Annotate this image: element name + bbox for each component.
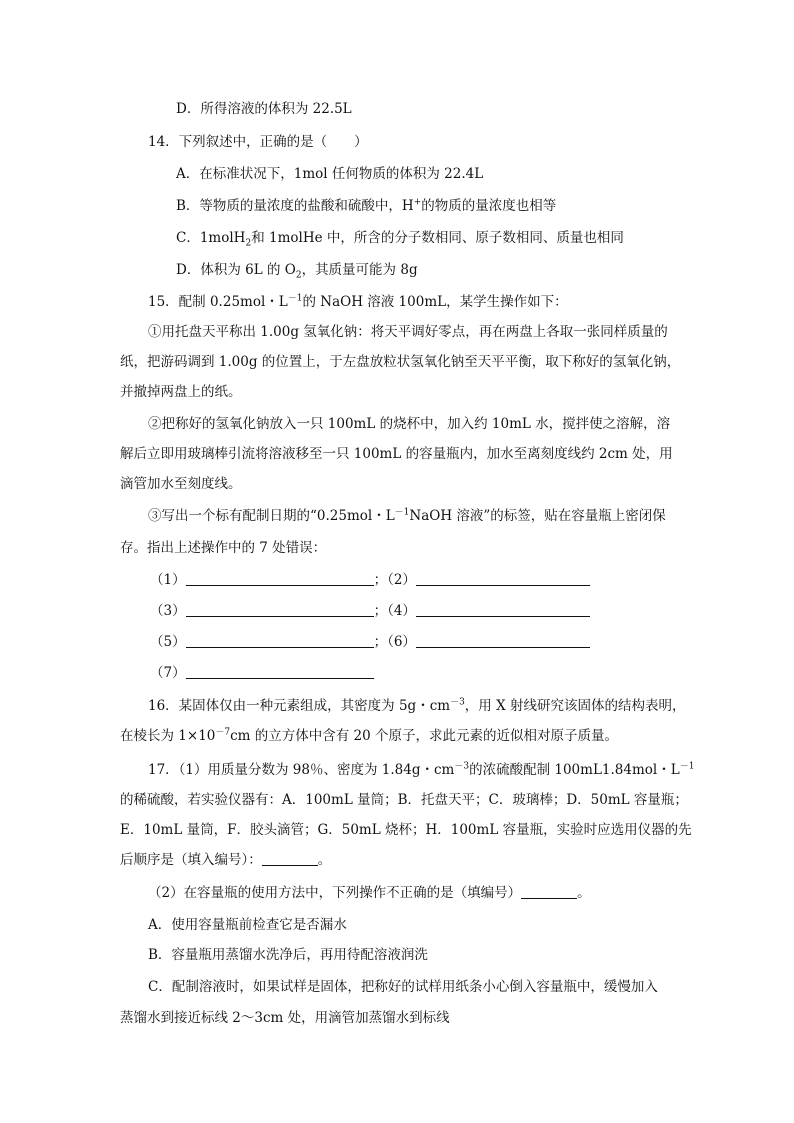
- q17-part2-end: 。: [577, 885, 591, 901]
- q15-step2-line3: 滴管加水至刻度线。: [120, 476, 242, 492]
- answer-blank-1[interactable]: [186, 571, 374, 586]
- q15-blank-row-3: [150, 633, 590, 651]
- q17-option-a: A．使用容量瓶前检查它是否漏水: [148, 917, 347, 933]
- q16-text: 16．某固体仅由一种元素组成，其密度为 5g・cm: [148, 698, 451, 714]
- q14-stem: 14．下列叙述中，正确的是（ ）: [148, 134, 368, 150]
- q14-b-text-end: 的物质的量浓度也相等: [421, 198, 557, 214]
- q17-text: 17．（1）用质量分数为 98％、密度为 1.84g・cm: [148, 762, 455, 778]
- q14-c-text-end: 和 1molHe 中，所含的分子数相同、原子数相同、质量也相同: [251, 230, 624, 246]
- q16-text-end: ，用 X 射线研究该固体的结构表明，: [464, 698, 686, 714]
- q15-step1-line1: ①用托盘天平称出 1.00g 氢氧化钠：将天平调好零点，再在两盘上各取一张同样质量的: [148, 324, 668, 340]
- q14-d-text: D．体积为 6L 的 O: [176, 262, 296, 278]
- q15-stem-sup: －1: [287, 293, 303, 304]
- q17-answer-blank-2[interactable]: [521, 884, 577, 899]
- q15-step2-line1: ②把称好的氢氧化钠放入一只 100mL 的烧杯中，加入约 10mL 水，搅拌使之溶解，溶: [148, 416, 671, 432]
- q17-part2-text: （2）在容量瓶的使用方法中，下列操作不正确的是（填编号）: [148, 885, 522, 901]
- q17-line1: [148, 761, 694, 779]
- q15-step2-line2: 解后立即用玻璃棒引流将溶液移至一只 100mL 的容量瓶内，加水至离刻度线约 2cm 处，用: [120, 446, 673, 462]
- answer-blank-7[interactable]: [186, 664, 374, 679]
- answer-blank-6[interactable]: [416, 633, 590, 648]
- blank-separator: ；: [373, 603, 388, 619]
- blank-label-4: （4）: [387, 603, 416, 619]
- q15-stem-text: 15．配制 0.25mol・L: [148, 294, 288, 310]
- blank-label-6: （6）: [387, 634, 416, 650]
- q14-b-text: B．等物质的量浓度的盐酸和硫酸中，H: [176, 198, 414, 214]
- q16-text-2-end: cm 的立方体中含有 20 个原子，求此元素的近似相对原子质量。: [230, 728, 619, 744]
- q15-step3-line1: [148, 507, 666, 525]
- q15-stem: [148, 293, 568, 311]
- q14-option-a: A．在标准状况下，1mol 任何物质的体积为 22.4L: [176, 166, 484, 182]
- q17-option-b: B．容量瓶用蒸馏水洗净后，再用待配溶液润洗: [148, 947, 428, 963]
- q14-d-text-end: ，其质量可能为 8g: [301, 262, 418, 278]
- q15-blank-row-1: [150, 571, 590, 589]
- q17-line3: E．10mL 量筒，F．胶头滴管；G．50mL 烧杯；H．100mL 容量瓶，实验时应选用仪器的先: [120, 822, 692, 838]
- q15-stem-text-end: 的 NaOH 溶液 100mL，某学生操作如下：: [302, 294, 568, 310]
- q17-line4-text: 后顺序是（填入编号）：: [120, 852, 262, 868]
- blank-label-1: （1）: [150, 572, 186, 588]
- blank-label-3: （3）: [150, 603, 186, 619]
- q17-option-c-line2: 蒸馏水到接近标线 2～3cm 处，用滴管加蒸馏水到标线: [120, 1010, 450, 1026]
- q16-sup-2: －7: [215, 727, 231, 738]
- answer-blank-3[interactable]: [186, 602, 374, 617]
- q15-blank-row-4: [150, 664, 374, 682]
- blank-label-2: （2）: [387, 572, 416, 588]
- q15-blank-row-2: [150, 602, 590, 620]
- q14-option-b: [176, 197, 556, 215]
- answer-blank-4[interactable]: [416, 602, 590, 617]
- q15-step1-line3: 并撤掉两盘上的纸。: [120, 384, 242, 400]
- q15-step1-line2: 纸，把游码调到 1.00g 的位置上，于左盘放粒状氢氧化钠至天平平衡，取下称好的氢氧化钠，: [120, 354, 681, 370]
- q17-text-mid: 的浓硫酸配制 100mL1.84mol・L: [469, 762, 680, 778]
- answer-blank-2[interactable]: [416, 571, 590, 586]
- q17-option-c-line1: C．配制溶液时，如果试样是固体，把称好的试样用纸条小心倒入容量瓶中，缓慢加入: [148, 979, 658, 995]
- q14-b-sup: +: [413, 197, 422, 208]
- q14-option-d: [176, 261, 418, 279]
- q15-step3-text-end: NaOH 溶液”的标签，贴在容量瓶上密闭保: [409, 508, 666, 524]
- blank-label-5: （5）: [150, 634, 186, 650]
- q14-c-sub: 2: [245, 238, 252, 249]
- q13-option-d: D．所得溶液的体积为 22.5L: [176, 101, 352, 117]
- blank-separator: ；: [373, 572, 388, 588]
- blank-separator: ；: [373, 634, 388, 650]
- q17-answer-blank-1[interactable]: [262, 851, 318, 866]
- q17-sup: －3: [454, 761, 470, 772]
- q17-line4-end: 。: [317, 852, 332, 868]
- q14-c-text: C．1molH: [176, 230, 246, 246]
- q16-sup: －3: [450, 697, 465, 708]
- q15-step3-line2: 存。指出上述操作中的 7 处错误：: [120, 540, 327, 556]
- q17-line2: 的稀硫酸，若实验仪器有：A．100mL 量筒；B．托盘天平；C．玻璃棒；D．50mL 容量瓶；: [120, 792, 688, 808]
- q16-line1: [148, 697, 686, 715]
- q17-line4: [120, 851, 331, 869]
- q17-sup-2: －1: [679, 761, 695, 772]
- answer-blank-5[interactable]: [186, 633, 374, 648]
- q16-text-2: 在棱长为 1×10: [120, 728, 216, 744]
- q17-part2: [148, 884, 591, 902]
- q16-line2: [120, 727, 618, 745]
- q15-step3-text: ③写出一个标有配制日期的“0.25mol・L: [148, 508, 395, 524]
- q14-d-sub: 2: [295, 270, 302, 281]
- blank-label-7: （7）: [150, 665, 186, 681]
- q14-option-c: [176, 229, 624, 247]
- q15-step3-sup: －1: [394, 507, 410, 518]
